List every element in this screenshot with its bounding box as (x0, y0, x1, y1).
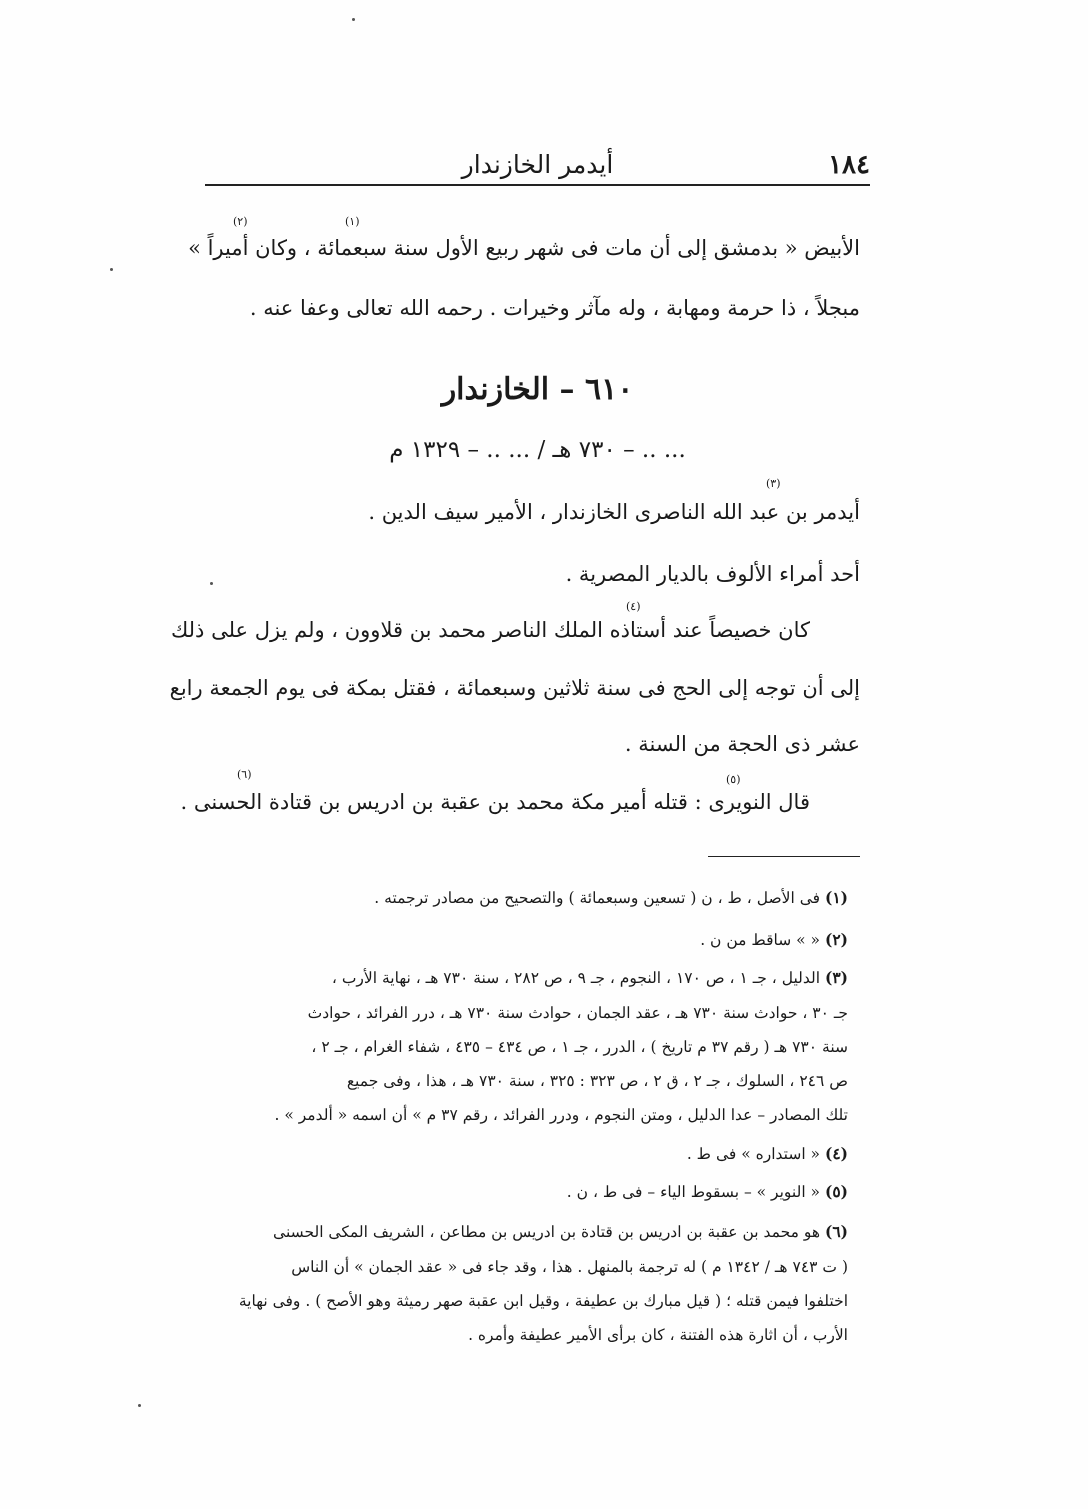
running-title: أيدمر الخازندار (461, 150, 614, 179)
paragraph-line-5: عشر ذى الحجة من السنة . (624, 732, 860, 756)
footnote-3-line-3: سنة ٧٣٠ هـ ( رقم ٣٧ م تاريخ ) ، الدرر ، جـ ١ ، ص ٤٣٤ – ٤٣٥ ، شفاء الغرام ، جـ ٢ ، (311, 1038, 848, 1056)
footnote-6-number: (٦) (824, 1222, 848, 1241)
footnote-2-number: (٢) (824, 930, 848, 949)
paragraph-line-4: إلى أن توجه إلى الحج فى سنة ثلاثين وسبعمائة ، فقتل بمكة فى يوم الجمعة رابع (169, 676, 860, 700)
footnote-1-text: فى الأصل ، ط ، ن ( تسعين وسبعمائة ) والتصحيح من مصادر ترجمته . (374, 889, 821, 907)
paragraph-rank-line: أحد أمراء الألوف بالديار المصرية . (565, 562, 860, 586)
entry-dates: ... .. – ٧٣٠ هـ / ... .. – ١٣٢٩ م (389, 437, 686, 463)
footnote-6-line-2: ( ت ٧٤٣ هـ / ١٣٤٢ م ) له ترجمة بالمنهل . هذا ، وقد جاء فى « عقد الجمان » أن الناس (291, 1258, 848, 1276)
footnote-3-line-1: الدليل ، جـ ١ ، ص ١٧٠ ، النجوم ، جـ ٩ ، ص ٢٨٢ ، سنة ٧٣٠ هـ ، نهاية الأرب ، (331, 969, 821, 987)
footnote-6-line-4: الأرب ، أن اثارة هذه الفتنة ، كان برأى الأمير عطيفة وأمره . (468, 1326, 848, 1344)
footnote-6 (205, 1222, 848, 1242)
footnote-rule (708, 856, 860, 857)
footnote-3-number: (٣) (824, 968, 848, 987)
page-number: ١٨٤ (828, 150, 870, 180)
footnote-3-line-4: ص ٢٤٦ ، السلوك ، جـ ٢ ، ق ٢ ، ص ٣٢٣ : ٣٢٥ ، سنة ٧٣٠ هـ ، هذا ، وفى جميع (346, 1072, 848, 1090)
header-rule (205, 184, 870, 186)
paragraph-name-line: أيدمر بن عبد الله الناصرى الخازندار ، الأمير سيف الدين . (368, 500, 860, 524)
paragraph-line-6: قال النويرى : قتله أمير مكة محمد بن عقبة بن ادريس بن قتادة الحسنى . (180, 790, 810, 814)
footnote-2 (205, 930, 848, 950)
paragraph-line-3: كان خصيصاً عند أستاذه الملك الناصر محمد بن قلاوون ، ولم يزل على ذلك (170, 618, 810, 642)
footnote-6-line-3: اختلفوا فيمن قتله ؛ ( قيل مبارك بن عطيفة ، وقيل ابن عقبة صهر رميثة وهو الأصح ) . وفى نهاية (238, 1292, 848, 1310)
footnote-3-line-2: جـ ٣٠ ، حوادث سنة ٧٣٠ هـ ، عقد الجمان ، حوادث سنة ٧٣٠ هـ ، درر الفرائد ، حوادث (307, 1004, 848, 1022)
footnote-4-text: « استداره » فى ط . (686, 1145, 821, 1163)
footnote-2-text: « » ساقط من ن . (700, 931, 821, 949)
footnote-5-text: « النوير » – بسقوط الياء – فى ط ، ن . (566, 1183, 821, 1201)
scan-speck (110, 268, 113, 271)
footnote-3-line-5: تلك المصادر – عدا الدليل ، ومتن النجوم ، ودرر الفرائد ، رقم ٣٧ م » أن اسمه « ألدمر » . (274, 1106, 848, 1124)
footnote-1-number: (١) (824, 888, 848, 907)
footnote-4-number: (٤) (824, 1144, 848, 1163)
entry-heading: ٦١٠ – الخازندار (441, 372, 634, 407)
footnote-3 (205, 968, 848, 988)
body-line-1: الأبيض « بدمشق إلى أن مات فى شهر ربيع الأول سنة سبعمائة ، وكان أميراً » (188, 236, 860, 260)
body-line-2: مبجلاً ، ذا حرمة ومهابة ، وله مآثر وخيرات . رحمه الله تعالى وعفا عنه . (249, 296, 860, 320)
book-page: ١٨٤ أيدمر الخازندار الأبيض « بدمشق إلى أن مات فى شهر ربيع الأول سنة سبعمائة ، وكان أميراً » مبجلاً ، ذا حرمة ومهابة ، وله مآثر وخيرات . رحمه الله تعالى وعفا عنه . ٦١٠ – الخازندار ... .. – ٧٣٠ هـ / ... .. – ١٣٢٩ م أيدمر بن عبد الله الناصرى الخازندار ، الأمير سيف الدين . أحد أمراء الألوف بالديار المصرية . كان خصيصاً عند أستاذه الملك الناصر محمد بن قلاوون ، ولم يزل على ذلك إلى أن توجه إلى الحج فى سنة ثلاثين وسبعمائة ، فقتل بمكة فى يوم الجمعة رابع عشر ذى الحجة من السنة . قال النويرى : قتله أمير مكة محمد بن عقبة بن ادريس بن قتادة الحسنى . (١) (٢) (٣) (٤) (٥) (٦) (١) فى الأصل ، ط ، ن ( تسعين وسبعمائة ) والتصحيح من مصادر ترجمته . (٢) « » ساقط من ن . (٣) الدليل ، جـ ١ ، ص ١٧٠ ، النجوم ، جـ ٩ ، ص ٢٨٢ ، سنة ٧٣٠ هـ ، نهاية الأرب ، جـ ٣٠ ، حوادث سنة ٧٣٠ هـ ، عقد الجمان ، حوادث سنة ٧٣٠ هـ ، درر الفرائد ، حوادث سنة ٧٣٠ هـ ( رقم ٣٧ م تاريخ ) ، الدرر ، جـ ١ ، ص ٤٣٤ – ٤٣٥ ، شفاء الغرام ، جـ ٢ ، ص ٢٤٦ ، السلوك ، جـ ٢ ، ق ٢ ، ص ٣٢٣ : ٣٢٥ ، سنة ٧٣٠ هـ ، هذا ، وفى جميع تلك المصادر – عدا الدليل ، ومتن النجوم ، ودرر الفرائد ، رقم ٣٧ م » أن اسمه « ألدمر » . (٤) « استداره » فى ط . (٥) « النوير » – بسقوط الياء – فى ط ، ن . (٦) هو محمد بن عقبة بن ادريس بن قتادة بن ادريس بن مطاعن ، الشريف المكى الحسنى ( ت ٧٤٣ هـ / ١٣٤٢ م ) له ترجمة بالمنهل . هذا ، وقد جاء فى « عقد الجمان » أن الناس اختلفوا فيمن قتله ؛ ( قيل مبارك بن عطيفة ، وقيل ابن عقبة صهر رميثة وهو الأصح ) . وفى نهاية الأرب ، أن اثارة هذه الفتنة ، كان برأى الأمير عطيفة وأمره . (0, 0, 1088, 1509)
page-header (205, 150, 870, 186)
footnote-1 (205, 888, 848, 908)
footnote-4 (205, 1144, 848, 1164)
scan-speck (210, 582, 213, 585)
footnote-5-number: (٥) (824, 1182, 848, 1201)
footnote-6-line-1: هو محمد بن عقبة بن ادريس بن قتادة بن ادريس بن مطاعن ، الشريف المكى الحسنى (273, 1223, 821, 1241)
scan-speck (352, 18, 355, 21)
footnote-5 (205, 1182, 848, 1202)
scan-speck (138, 1404, 141, 1407)
